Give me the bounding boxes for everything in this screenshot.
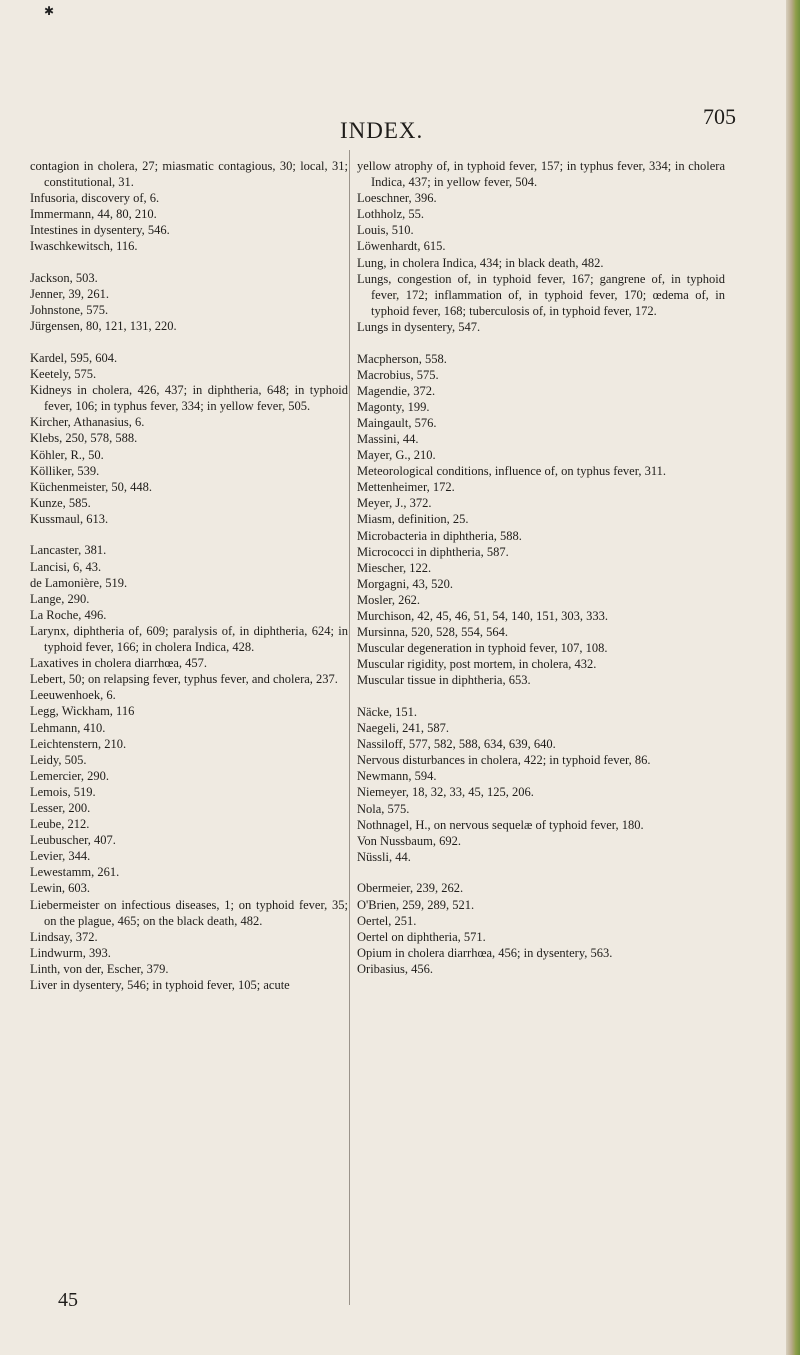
index-entry: Nothnagel, H., on nervous sequelæ of typhoid fever, 180. xyxy=(357,817,644,832)
index-entry: Lemois, 519. xyxy=(30,784,96,799)
index-entry: Liver in dysentery, 546; in typhoid fever, 105; acute xyxy=(30,978,290,992)
index-entry: Liebermeister on infectious diseases, 1; on typhoid fever, 35; on the plague, 465; on the black death, 482. xyxy=(30,897,348,928)
index-entry: Larynx, diphtheria of, 609; paralysis of, in diphtheria, 624; in typhoid fever, 166; in cholera Indica, 428. xyxy=(30,623,348,655)
index-entry: Lebert, 50; on relapsing fever, typhus fever, and cholera, 237. xyxy=(30,672,338,687)
section-gap xyxy=(357,335,725,351)
section-gap xyxy=(30,334,348,350)
index-entry: Louis, 510. xyxy=(357,223,414,238)
index-entry: Kunze, 585. xyxy=(30,495,91,510)
index-entry: Lewestamm, 261. xyxy=(30,865,120,880)
index-entry: Iwaschkewitsch, 116. xyxy=(30,239,138,254)
column-divider xyxy=(349,150,350,1305)
index-entry: Oribasius, 456. xyxy=(357,961,434,976)
index-entry: Keetely, 575. xyxy=(30,367,97,382)
index-entry: Oertel, 251. xyxy=(357,913,417,928)
index-entry: Leubuscher, 407. xyxy=(30,833,116,848)
index-entry: Magonty, 199. xyxy=(357,399,430,414)
index-entry: Macpherson, 558. xyxy=(357,351,447,366)
index-entry: Nüssli, 44. xyxy=(357,849,411,864)
index-column-left xyxy=(30,158,348,993)
index-entry: Miasm, definition, 25. xyxy=(357,512,469,527)
index-entry: Levier, 344. xyxy=(30,849,91,864)
index-entry: Infusoria, discovery of, 6. xyxy=(30,191,160,206)
index-entry: Leeuwenhoek, 6. xyxy=(30,688,116,703)
page-number: 705 xyxy=(703,104,736,129)
index-entry: Klebs, 250, 578, 588. xyxy=(30,431,138,446)
index-entry: Johnstone, 575. xyxy=(30,303,109,318)
index-entry: Micrococci in diphtheria, 587. xyxy=(357,544,509,559)
page-header xyxy=(0,104,786,148)
index-entry: Loeschner, 396. xyxy=(357,191,437,206)
index-entry: Macrobius, 575. xyxy=(357,367,439,382)
index-entry: Lindwurm, 393. xyxy=(30,945,111,960)
index-entry: Leube, 212. xyxy=(30,817,90,832)
index-entry: Muscular rigidity, post mortem, in cholera, 432. xyxy=(357,657,597,672)
index-entry: Niemeyer, 18, 32, 33, 45, 125, 206. xyxy=(357,785,534,800)
index-entry: Immermann, 44, 80, 210. xyxy=(30,207,157,222)
index-entry: contagion in cholera, 27; miasmatic contagious, 30; local, 31; constitutional, 31. xyxy=(30,159,348,190)
index-entry: Lothholz, 55. xyxy=(357,207,425,222)
section-gap xyxy=(357,865,725,881)
index-entry: Lungs in dysentery, 547. xyxy=(357,319,481,334)
index-entry: Lemercier, 290. xyxy=(30,768,109,783)
index-entry: Microbacteria in diphtheria, 588. xyxy=(357,528,522,543)
index-entry: Lehmann, 410. xyxy=(30,720,106,735)
index-entry: Mettenheimer, 172. xyxy=(357,480,455,495)
index-entry: Murchison, 42, 45, 46, 51, 54, 140, 151, 303, 333. xyxy=(357,609,609,624)
index-entry: Jenner, 39, 261. xyxy=(30,287,109,302)
index-entry: Morgagni, 43, 520. xyxy=(357,576,453,591)
index-entry: Muscular tissue in diphtheria, 653. xyxy=(357,673,531,688)
index-entry: Jackson, 503. xyxy=(30,271,98,286)
index-entry: Intestines in dysentery, 546. xyxy=(30,223,170,238)
index-entry: Kölliker, 539. xyxy=(30,463,100,478)
index-entry: Kardel, 595, 604. xyxy=(30,350,118,365)
index-entry: Nola, 575. xyxy=(357,801,410,816)
index-entry: Miescher, 122. xyxy=(357,560,432,575)
index-entry: Laxatives in cholera diarrhœa, 457. xyxy=(30,656,208,671)
index-entry: de Lamonière, 519. xyxy=(30,575,128,590)
section-gap xyxy=(30,527,348,543)
section-gap xyxy=(357,689,725,705)
index-entry: Von Nussbaum, 692. xyxy=(357,833,461,848)
index-entry: Obermeier, 239, 262. xyxy=(357,881,464,896)
section-gap xyxy=(30,255,348,271)
index-entry: Leidy, 505. xyxy=(30,752,87,767)
index-entry: Küchenmeister, 50, 448. xyxy=(30,479,153,494)
index-entry: Mosler, 262. xyxy=(357,592,421,607)
index-entry: Nassiloff, 577, 582, 588, 634, 639, 640. xyxy=(357,737,556,752)
index-entry: Jürgensen, 80, 121, 131, 220. xyxy=(30,319,177,334)
index-entry: Meteorological conditions, influence of, on typhus fever, 311. xyxy=(357,464,667,479)
running-title: INDEX. xyxy=(340,118,424,143)
index-entry: yellow atrophy of, in typhoid fever, 157; in typhus fever, 334; in cholera Indica, 437; in yellow fever, 504. xyxy=(357,159,725,190)
signature-mark: 45 xyxy=(58,1289,78,1311)
index-column-right xyxy=(357,158,725,977)
index-entry: La Roche, 496. xyxy=(30,607,107,622)
index-entry: Kussmaul, 613. xyxy=(30,511,109,526)
index-entry: Kidneys in cholera, 426, 437; in diphtheria, 648; in typhoid fever, 106; in typhus fever, 334; in yellow fever, 505. xyxy=(30,383,348,414)
index-entry: Leichtenstern, 210. xyxy=(30,736,127,751)
corner-mark: ✱ xyxy=(44,4,55,18)
index-entry: Oertel on diphtheria, 571. xyxy=(357,929,486,944)
index-entry: Newmann, 594. xyxy=(357,769,437,784)
index-entry: Lancisi, 6, 43. xyxy=(30,559,102,574)
index-entry: Lung, in cholera Indica, 434; in black death, 482. xyxy=(357,255,604,270)
index-entry: Köhler, R., 50. xyxy=(30,447,104,462)
index-entry: Linth, von der, Escher, 379. xyxy=(30,961,169,976)
index-entry: O'Brien, 259, 289, 521. xyxy=(357,897,475,912)
index-entry: Lancaster, 381. xyxy=(30,543,107,558)
index-entry: Kircher, Athanasius, 6. xyxy=(30,415,145,430)
index-entry: Opium in cholera diarrhœa, 456; in dysentery, 563. xyxy=(357,945,613,960)
index-entry: Nervous disturbances in cholera, 422; in typhoid fever, 86. xyxy=(357,753,651,768)
index-entry: Lewin, 603. xyxy=(30,881,91,896)
index-entry: Maingault, 576. xyxy=(357,415,437,430)
index-entry: Mayer, G., 210. xyxy=(357,448,436,463)
page-edge xyxy=(786,0,800,1355)
index-entry: Legg, Wickham, 116 xyxy=(30,704,135,719)
index-entry: Lindsay, 372. xyxy=(30,929,98,944)
index-entry: Löwenhardt, 615. xyxy=(357,239,446,254)
index-entry: Muscular degeneration in typhoid fever, 107, 108. xyxy=(357,641,608,656)
index-entry: Magendie, 372. xyxy=(357,383,436,398)
index-entry: Näcke, 151. xyxy=(357,705,418,719)
index-entry: Meyer, J., 372. xyxy=(357,496,432,511)
index-entry: Mursinna, 520, 528, 554, 564. xyxy=(357,625,509,640)
index-entry: Naegeli, 241, 587. xyxy=(357,721,449,736)
index-entry: Massini, 44. xyxy=(357,432,419,446)
index-entry: Lesser, 200. xyxy=(30,800,91,815)
index-entry: Lungs, congestion of, in typhoid fever, 167; gangrene of, in typhoid fever, 172; inflammation of, in typhoid fever, 170; œdema of, in typhoid fever, 168; tuberculosis of, in typhoid fever, 172. xyxy=(357,271,725,318)
index-entry: Lange, 290. xyxy=(30,591,90,606)
